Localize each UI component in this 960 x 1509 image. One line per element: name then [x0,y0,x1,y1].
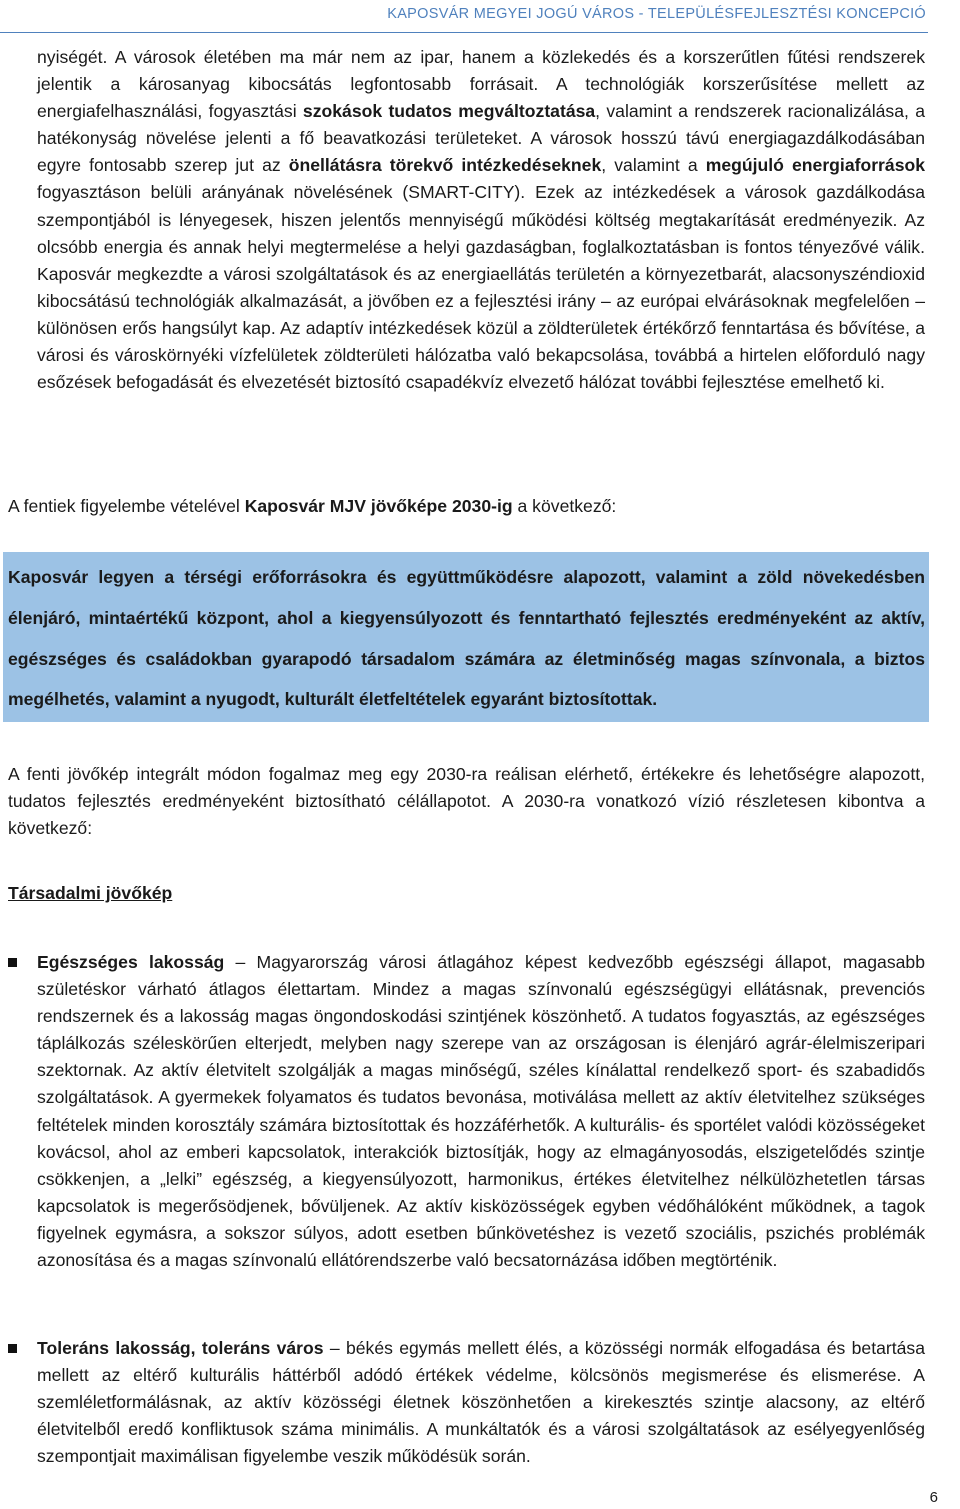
intro-bold-3: megújuló energiaforrások [705,155,926,176]
intro-text-1: nyiségét. A városok életében ma már nem az ipar, hanem a közlekedés és a korszerűtlen fűtési rendszerek jelentik a károsanyag kibocsátás legfontosabb forrásait. A technológiák korszerűsítése mellett az energiafelhasználási, fogyasztási [37,47,925,122]
page-number: 6 [929,1489,938,1506]
bullet-title: Egészséges lakosság [37,952,225,972]
intro-text-3: , valamint a [601,155,706,176]
intro-bold-1: szokások tudatos megváltoztatása [302,101,596,122]
section-heading: Társadalmi jövőkép [8,883,173,903]
header-rule [0,32,928,33]
lead-text-after: a következő: [512,496,617,516]
intro-paragraph [37,44,925,396]
lead-text-before: A fentiek figyelembe vételével [8,496,245,516]
bullet-text: – békés egymás mellett élés, a közösségi normák elfogadása és betartása mellett az eltérő kulturális háttérből adódó értékek védelme, kölcsönös megismerése és elismerése. A szemléletformálásnak, az aktív közösségi életnek köszönhetően a kirekesztés szintje alacsony, az eltérő életvitelből eredő konfliktusok száma minimális. A munkáltatók és a városi szolgáltatások az esélyegyenlőség szempontjait maximálisan figyelembe veszik működésük során. [37,1338,925,1467]
vision-followup-paragraph: A fenti jövőkép integrált módon fogalmaz meg egy 2030-ra reálisan elérhető, értékekre és lehetőségre alapozott, tudatos fejlesztés eredményeként biztosítható célállapotot. A 2030-ra vonatkozó vízió részletesen kibontva a következő: [8,764,925,839]
bullet-item-tolerant-city [37,1335,925,1470]
intro-text-4: fogyasztáson belüli arányának növelésének (SMART-CITY). Ezek az intézkedések a városok gazdálkodása szempontjából is lényegesek, hiszen jelentős mennyiségű működési költség megtakarítását eredményezik. Az olcsóbb energia és annak helyi megtermelése a helyi gazdaságban, foglalkoztatásban is fontos tényezővé válik. Kaposvár megkezdte a városi szolgáltatások és az energiaellátás területén a környezetbarát, alacsonyszéndioxid kibocsátású technológiák alkalmazását, a jövőben ez a fejlesztési irány – az európai elvárásoknak megfelelően – különösen erős hangsúlyt kap. Az adaptív intézkedések közül a zöldterületek értékőrző fenntartása és bővítése, a városi és városkörnyéki vízfelületek zöldterületi hálózatba való bekapcsolása, továbbá a hirtelen előforduló nagy esőzések befogadását és elvezetését biztosító csapadékvíz elvezető hálózat további fejlesztése emelhető ki. [37,182,925,393]
intro-bold-2: önellátásra törekvő intézkedéseknek [288,155,602,176]
bullet-title: Toleráns lakosság, toleráns város [37,1338,324,1358]
square-bullet-icon [8,1344,17,1353]
document-header: KAPOSVÁR MEGYEI JOGÚ VÁROS - TELEPÜLÉSFEJLESZTÉSI KONCEPCIÓ [387,6,926,22]
bullet-item-healthy-population [37,949,925,1274]
intro-text-2: , valamint a rendszerek racionalizálása, a hatékonyság növelése jelenti a fő beavatkozási területeket. A városok hosszú távú energiagazdálkodásában egyre fontosabb szerep jut az [37,101,925,176]
lead-text-bold: Kaposvár MJV jövőképe 2030-ig [244,496,513,516]
vision-lead-paragraph [8,493,925,520]
square-bullet-icon [8,958,17,967]
vision-statement: Kaposvár legyen a térségi erőforrásokra és együttműködésre alapozott, valamint a zöld növekedésben élenjáró, mintaértékű központ, ahol a kiegyensúlyozott és fenntartható fejlesztés eredményeként az aktív, egészséges és családokban gyarapodó társadalom számára az életminőség magas színvonala, a biztos megélhetés, valamint a nyugodt, kulturált életfeltételek egyaránt biztosítottak. [8,567,925,710]
bullet-text: – Magyarország városi átlagához képest kedvezőbb egészségi állapot, magasabb születéskor várható átlagos élettartam. Mindez a magas színvonalú egészségügyi ellátásnak, prevenciós rendszernek és a lakosság magas öngondoskodási szintjének köszönhető. A tudatos fogyasztás, az egészséges táplálkozás széleskörűen elterjedt, melyben nagy szerepe van az országosan is élenjáró agrár-élelmiszeripari szektornak. Az aktív életvitelt szolgálják a magas minőségű, széles kínálattal rendelkező sport- és szabadidős szolgáltatások. A gyermekek folyamatos és tudatos bevonása, motiválása mellett az aktív életvitelhez szükséges feltételek minden korosztály számára biztosítottak és hozzáférhetők. A kulturális- és sportélet valódi közösségeket kovácsol, ahol az emberi kapcsolatok, interakciók biztosítják, hogy az elmagányosodás, elszigetelődés szintje csökkenjen, a „lelki” egészség, a kiegyensúlyozott, harmonikus, értékes életvitelhez nélkülözhetetlen társas kapcsolatok is megerősödjenek, bővüljenek. Az aktív kisközösségek egyben védőhálóként működnek, a tagok figyelnek egymásra, a sokszor súlyos, adott esetben bűnkövetéshez is vezető szociális, pszichés problémák azonosítása és a magas színvonalú ellátórendszerbe való becsatornázása időben megtörténik. [37,952,925,1271]
